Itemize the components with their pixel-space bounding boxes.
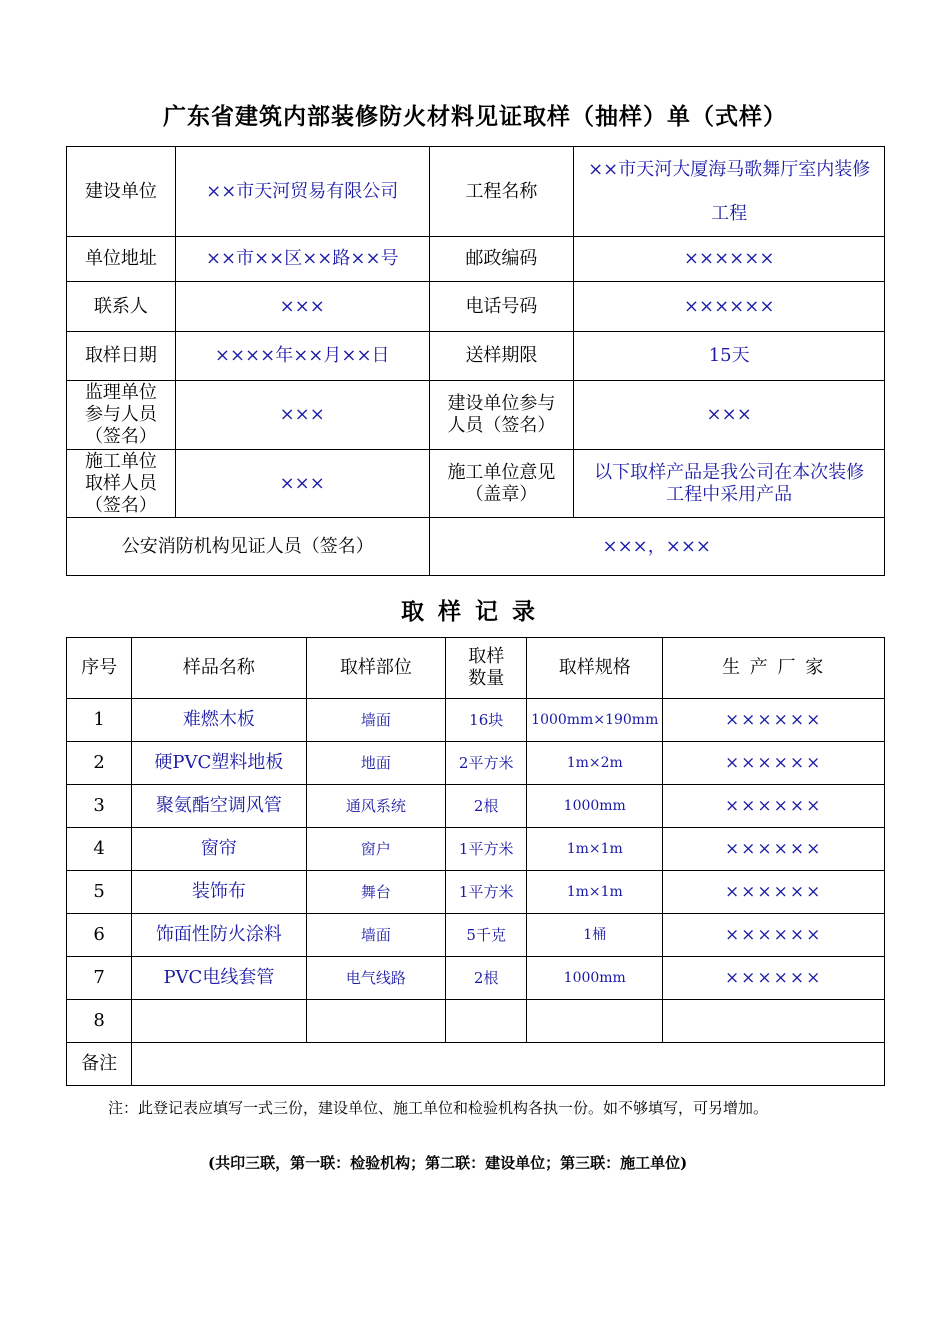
construction-opinion-label — [429, 450, 574, 518]
cell-spec: 1000mm×190mm — [527, 699, 663, 742]
table-row — [67, 957, 885, 1000]
cell-no: 8 — [67, 1000, 132, 1043]
table-row — [67, 871, 885, 914]
cell-maker: ×××××× — [663, 785, 885, 828]
cell-no: 6 — [67, 914, 132, 957]
project-name-line-2: 工程 — [711, 202, 748, 224]
cell-spec: 1桶 — [527, 914, 663, 957]
header-qty — [446, 638, 527, 699]
header-spec: 取样规格 — [527, 638, 663, 699]
cell-no: 1 — [67, 699, 132, 742]
construction-opinion-value-2: 工程中采用产品 — [666, 483, 793, 505]
date-label: 取样日期 — [67, 332, 176, 381]
phone-value: ×××××× — [574, 282, 885, 332]
row-construction — [67, 450, 885, 518]
supervisor-label-2: 参与人员 — [84, 404, 157, 425]
builder-participant-label — [429, 381, 574, 450]
builder-participant-label-1: 建设单位参与 — [447, 393, 556, 414]
construction-opinion-value — [574, 450, 885, 518]
header-maker: 生 产 厂 家 — [663, 638, 885, 699]
header-part: 取样部位 — [306, 638, 446, 699]
construction-sampler-value: ××× — [175, 450, 429, 518]
row-contact — [67, 282, 885, 332]
cell-qty: 1平方米 — [446, 871, 527, 914]
sampling-info-table — [66, 146, 885, 576]
deadline-label: 送样期限 — [429, 332, 574, 381]
cell-no: 3 — [67, 785, 132, 828]
cell-spec: 1m×2m — [527, 742, 663, 785]
table-row — [67, 785, 885, 828]
cell-spec: 1m×1m — [527, 828, 663, 871]
cell-name: 聚氨酯空调风管 — [132, 785, 306, 828]
project-name-label: 工程名称 — [429, 147, 574, 237]
contact-label: 联系人 — [67, 282, 176, 332]
cell-maker: ×××××× — [663, 914, 885, 957]
construction-opinion-value-1: 以下取样产品是我公司在本次装修 — [594, 461, 865, 483]
cell-maker: ×××××× — [663, 828, 885, 871]
row-date — [67, 332, 885, 381]
supervisor-label — [67, 381, 176, 450]
construction-opinion-label-2: （盖章） — [465, 483, 538, 505]
cell-name: 硬PVC塑料地板 — [132, 742, 306, 785]
row-build-unit — [67, 147, 885, 237]
cell-part: 舞台 — [306, 871, 446, 914]
cell-maker: ×××××× — [663, 871, 885, 914]
cell-qty: 2根 — [446, 785, 527, 828]
cell-qty: 5千克 — [446, 914, 527, 957]
cell-name: 饰面性防火涂料 — [132, 914, 306, 957]
date-value: ××××年××月××日 — [175, 332, 429, 381]
row-address — [67, 237, 885, 282]
cell-qty: 16块 — [446, 699, 527, 742]
supervisor-label-1: 监理单位 — [84, 382, 157, 403]
cell-maker — [663, 1000, 885, 1043]
remark-label: 备注 — [67, 1043, 132, 1086]
cell-part: 墙面 — [306, 699, 446, 742]
cell-qty — [446, 1000, 527, 1043]
build-unit-value: ××市天河贸易有限公司 — [175, 147, 429, 237]
cell-no: 4 — [67, 828, 132, 871]
postcode-value: ×××××× — [574, 237, 885, 282]
cell-name: 难燃木板 — [132, 699, 306, 742]
footnote: 注：此登记表应填写一式三份，建设单位、施工单位和检验机构各执一份。如不够填写，可另增加。 — [108, 1099, 769, 1117]
project-name-value — [574, 147, 885, 237]
cell-name: 装饰布 — [132, 871, 306, 914]
row-fire-witness — [67, 518, 885, 576]
cell-maker: ×××××× — [663, 699, 885, 742]
fire-witness-label: 公安消防机构见证人员（签名） — [67, 518, 430, 576]
cell-no: 2 — [67, 742, 132, 785]
cell-spec: 1m×1m — [527, 871, 663, 914]
form-title: 广东省建筑内部装修防火材料见证取样（抽样）单（式样） — [163, 103, 787, 130]
builder-participant-value: ××× — [574, 381, 885, 450]
table-row — [67, 699, 885, 742]
phone-label: 电话号码 — [429, 282, 574, 332]
supervisor-value: ××× — [175, 381, 429, 450]
cell-qty: 1平方米 — [446, 828, 527, 871]
build-unit-label: 建设单位 — [67, 147, 176, 237]
table-row — [67, 742, 885, 785]
deadline-value: 15天 — [574, 332, 885, 381]
cell-no: 7 — [67, 957, 132, 1000]
construction-sampler-label-3: （签名） — [84, 494, 157, 516]
cell-part: 电气线路 — [306, 957, 446, 1000]
cell-spec: 1000mm — [527, 785, 663, 828]
cell-maker: ×××××× — [663, 742, 885, 785]
header-name: 样品名称 — [132, 638, 306, 699]
row-supervisor — [67, 381, 885, 450]
copies-note — [208, 1152, 687, 1173]
cell-name: 窗帘 — [132, 828, 306, 871]
construction-sampler-label-1: 施工单位 — [84, 450, 157, 472]
cell-part: 地面 — [306, 742, 446, 785]
table-row — [67, 1000, 885, 1043]
table-row — [67, 914, 885, 957]
header-no: 序号 — [67, 638, 132, 699]
construction-sampler-label — [67, 450, 176, 518]
construction-sampler-label-2: 取样人员 — [84, 472, 157, 494]
cell-spec — [527, 1000, 663, 1043]
cell-maker: ×××××× — [663, 957, 885, 1000]
cell-spec: 1000mm — [527, 957, 663, 1000]
address-label: 单位地址 — [67, 237, 176, 282]
header-qty-1: 取样 — [468, 646, 505, 667]
table-row — [67, 828, 885, 871]
cell-no: 5 — [67, 871, 132, 914]
cell-qty: 2根 — [446, 957, 527, 1000]
cell-part: 墙面 — [306, 914, 446, 957]
sampling-records-table — [66, 637, 885, 1086]
header-qty-2: 数量 — [468, 668, 505, 689]
records-header-row — [67, 638, 885, 699]
cell-part — [306, 1000, 446, 1043]
project-name-line-1: ××市天河大厦海马歌舞厅室内装修 — [588, 158, 871, 180]
records-title: 取样记录 — [401, 598, 549, 625]
copies-text: (共印三联，第一联：检验机构；第二联：建设单位；第三联：施工单位) — [208, 1154, 688, 1172]
remark-value — [132, 1043, 885, 1086]
cell-part: 窗户 — [306, 828, 446, 871]
address-value: ××市××区××路××号 — [175, 237, 429, 282]
cell-name — [132, 1000, 306, 1043]
contact-value: ××× — [175, 282, 429, 332]
supervisor-label-3: （签名） — [84, 426, 157, 447]
postcode-label: 邮政编码 — [429, 237, 574, 282]
cell-qty: 2平方米 — [446, 742, 527, 785]
cell-name: PVC电线套管 — [132, 957, 306, 1000]
fire-witness-value: ×××，××× — [429, 518, 884, 576]
construction-opinion-label-1: 施工单位意见 — [447, 461, 556, 483]
builder-participant-label-2: 人员（签名） — [447, 415, 556, 436]
remark-row — [67, 1043, 885, 1086]
cell-part: 通风系统 — [306, 785, 446, 828]
